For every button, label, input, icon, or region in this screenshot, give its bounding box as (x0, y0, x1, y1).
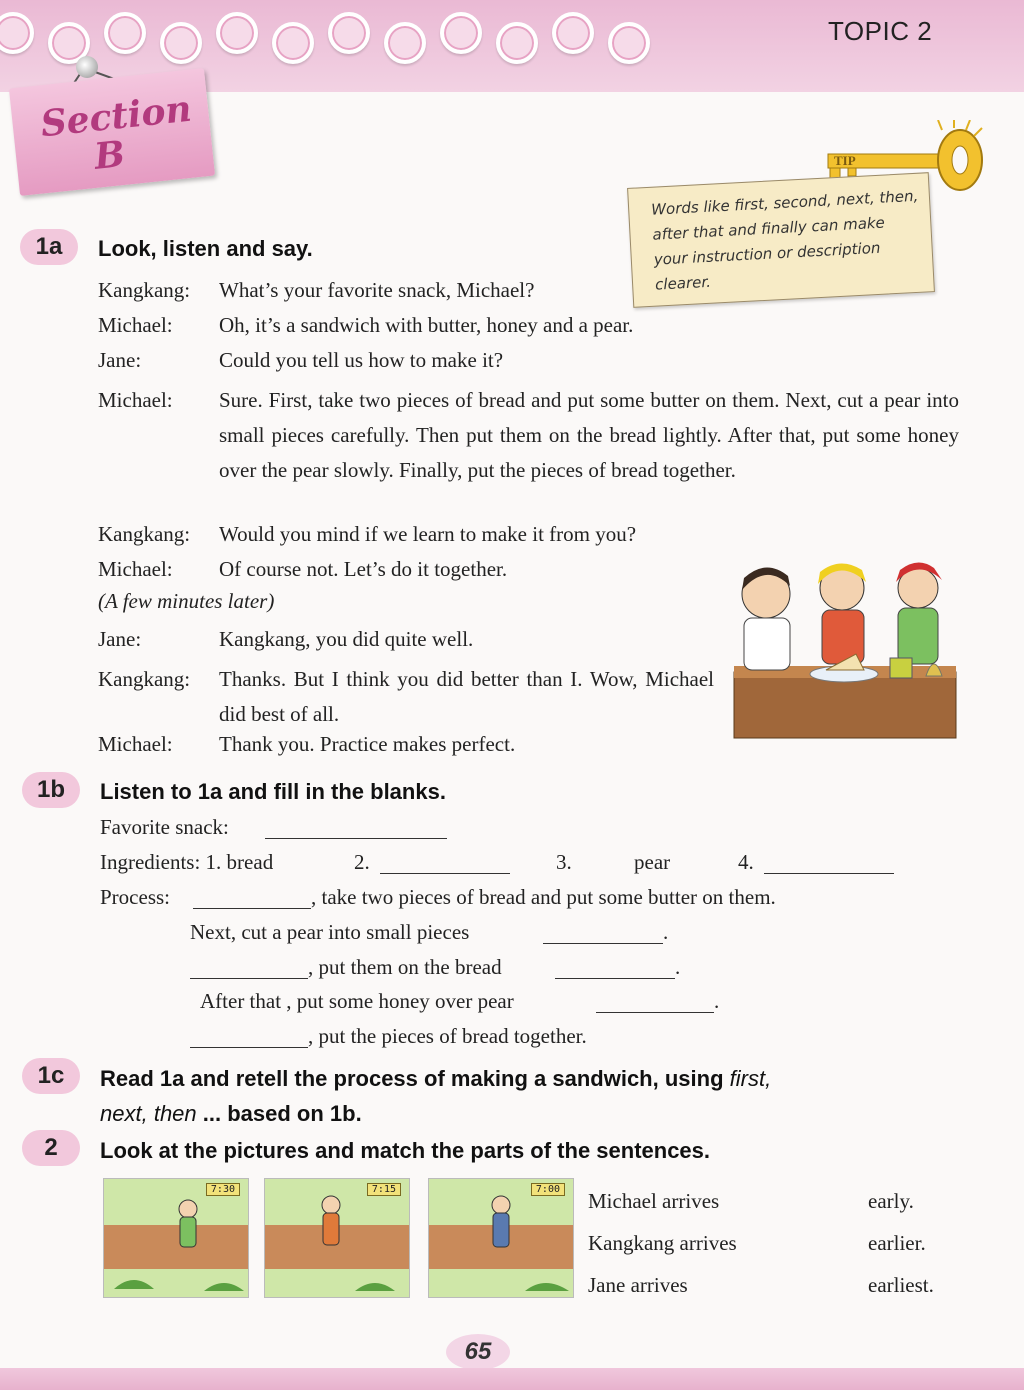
process-label: Process: (100, 885, 170, 909)
word-then: then (153, 1101, 197, 1126)
stage-note: (A few minutes later) (98, 589, 275, 613)
match-right-2[interactable]: earlier. (868, 1231, 926, 1255)
picture-michael (428, 1178, 574, 1298)
decorative-rings (0, 12, 650, 56)
ingredients-label: Ingredients: 1. bread (100, 850, 274, 874)
page-number: 65 (446, 1334, 510, 1370)
match-left-3[interactable]: Jane arrives (588, 1273, 688, 1297)
word-next: next, (100, 1101, 148, 1126)
speaker: Kangkang: (98, 278, 191, 302)
section-word: Section (38, 87, 194, 146)
line-text: What’s your favorite snack, Michael? (219, 278, 535, 302)
period: . (675, 955, 681, 979)
speaker: Michael: (98, 732, 173, 756)
exercise-badge-1b: 1b (22, 772, 80, 808)
line-text: Oh, it’s a sandwich with butter, honey and a pear. (219, 313, 634, 337)
exercise-1c-line-2: next, then ... based on 1b. (100, 1101, 362, 1126)
exercise-badge-1c: 1c (22, 1058, 80, 1094)
speaker: Jane: (98, 627, 142, 651)
clock-time: 7:30 (206, 1183, 240, 1196)
clock-time: 7:15 (367, 1183, 401, 1196)
match-right-1[interactable]: early. (868, 1189, 914, 1213)
speaker: Michael: (98, 557, 173, 581)
blank-process-6[interactable] (190, 1029, 308, 1048)
clock-time: 7:00 (531, 1183, 565, 1196)
line-text: Would you mind if we learn to make it from you? (219, 522, 637, 546)
ingredient-3-value: pear (634, 850, 671, 874)
match-right-3[interactable]: earliest. (868, 1273, 934, 1297)
picture-jane (103, 1178, 249, 1298)
process-line-2: Next, cut a pear into small pieces (190, 920, 470, 944)
ingredient-2-number: 2. (354, 850, 370, 874)
exercise-2-title: Look at the pictures and match the parts of the sentences. (100, 1138, 711, 1163)
speaker: Michael: (98, 313, 173, 337)
speaker: Michael: (98, 388, 173, 412)
period: . (663, 920, 669, 944)
exercise-badge-1a: 1a (20, 229, 78, 265)
line-text: Of course not. Let’s do it together. (219, 557, 508, 581)
process-line-5: , put the pieces of bread together. (308, 1024, 587, 1048)
process-line-4: After that , put some honey over pear (200, 989, 514, 1013)
exercise-badge-2: 2 (22, 1130, 80, 1166)
footer-band (0, 1368, 1024, 1390)
speaker: Kangkang: (98, 667, 191, 691)
picture-kangkang (264, 1178, 410, 1298)
blank-ingredient-2[interactable] (380, 855, 510, 874)
blank-favorite-snack[interactable] (265, 820, 447, 839)
children-making-sandwich-illustration (730, 562, 958, 742)
blank-process-2[interactable] (543, 925, 663, 944)
word-first: first, (729, 1066, 772, 1091)
match-left-2[interactable]: Kangkang arrives (588, 1231, 737, 1255)
process-line-3: , put them on the bread (308, 955, 502, 979)
line-text: Thanks. But I think you did better than I. Wow, Michael did best of all. (219, 667, 714, 726)
period: . (714, 989, 720, 1013)
line-text: Kangkang, you did quite well. (219, 627, 474, 651)
exercise-1c-line-1: Read 1a and retell the process of making a sandwich, using first, (100, 1066, 772, 1091)
topic-label: TOPIC 2 (828, 16, 933, 46)
blank-process-5[interactable] (596, 994, 714, 1013)
ingredient-3-number: 3. (556, 850, 572, 874)
favorite-snack-label: Favorite snack: (100, 815, 229, 839)
speaker: Jane: (98, 348, 142, 372)
exercise-1a-title: Look, listen and say. (98, 236, 313, 261)
line-text: Thank you. Practice makes perfect. (219, 732, 516, 756)
tip-text: Words like first, second, next, then, after that and finally can make your instruction or description clearer. (650, 186, 919, 294)
process-line-1: , take two pieces of bread and put some butter on them. (311, 885, 776, 909)
exercise-1b-title: Listen to 1a and fill in the blanks. (100, 779, 446, 804)
blank-ingredient-4[interactable] (764, 855, 894, 874)
line-text: Could you tell us how to make it? (219, 348, 504, 372)
pin-icon (76, 56, 98, 78)
line-text: Sure. First, take two pieces of bread and put some butter on them. Next, cut a pear into small pieces carefully. Then put them on the bread lightly. After that, put some honey over the pear slowly. Finally, put the pieces of bread together. (219, 388, 959, 482)
tip-label: TIP (834, 153, 856, 168)
match-left-1[interactable]: Michael arrives (588, 1189, 720, 1213)
ingredient-4-number: 4. (738, 850, 754, 874)
blank-process-3[interactable] (190, 960, 308, 979)
blank-process-4[interactable] (555, 960, 675, 979)
speaker: Kangkang: (98, 522, 191, 546)
section-tag (9, 68, 215, 196)
section-letter: B (92, 132, 127, 178)
blank-process-1[interactable] (193, 890, 311, 909)
